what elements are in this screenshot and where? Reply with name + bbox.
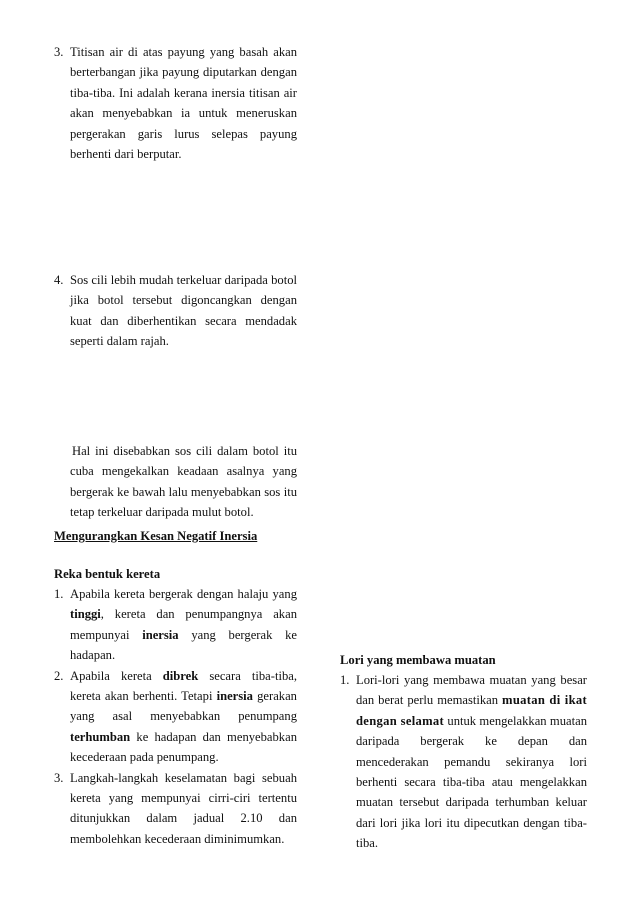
list-item-3: [54, 42, 297, 164]
item-number: 1.: [54, 587, 64, 601]
item-number: 3.: [54, 770, 64, 785]
item-number: 3.: [54, 45, 64, 59]
item-number: 2.: [54, 668, 64, 683]
subheading-lorry: Lori yang membawa muatan: [340, 653, 496, 667]
list-item-4: [54, 270, 297, 352]
section-heading: Mengurangkan Kesan Negatif Inersia: [54, 529, 258, 543]
item-text: Apabila kereta dibrek secara tiba-tiba, kereta akan berhenti. Tetapi inersia gerakan yang asal menyebabkan penumpang terhumban ke hadapan dan menyebabkan kecederaan pada penumpang.: [70, 668, 297, 765]
explanation-text: Hal ini disebabkan sos cili dalam botol itu cuba mengekalkan keadaan asalnya yang bergerak ke bawah lalu menyebabkan sos itu tetap terkeluar daripada mulut botol.: [70, 444, 297, 520]
item-text: Sos cili lebih mudah terkeluar daripada botol jika botol tersebut digoncangkan dengan kuat dan diberhentikan secara mendadak seperti dalam rajah.: [70, 273, 297, 349]
explanation-paragraph: [70, 441, 297, 523]
subheading-car-design: Reka bentuk kereta: [54, 567, 161, 581]
item-text: Lori-lori yang membawa muatan yang besar dan berat perlu memastikan muatan di ikat dengan selamat untuk mengelakkan muatan daripada bergerak ke depan dan mencederakan pemandu sekiranya lori berhenti secara tiba-tiba atau mengelakkan muatan tersebut daripada terhumban keluar dari lori jika lori itu dipecutkan dengan tiba-tiba.: [356, 673, 588, 851]
item-number: 1.: [340, 673, 350, 687]
list-item: [54, 768, 297, 850]
item-text: Titisan air di atas payung yang basah akan berterbangan jika payung diputarkan dengan tiba-tiba. Ini adalah kerana inersia titisan air akan menyebabkan ia untuk meneruskan pergerakan garis lurus selepas payung berhenti dari berputar.: [70, 45, 297, 162]
car-design-list: [54, 584, 297, 849]
item-text: Apabila kereta bergerak dengan halaju yang tinggi, kereta dan penumpangnya akan mempunyai inersia yang bergerak ke hadapan.: [70, 587, 297, 663]
list-item: [54, 666, 297, 768]
list-item: [54, 584, 297, 666]
list-item: [340, 670, 587, 854]
item-number: 4.: [54, 273, 64, 287]
lorry-list: [340, 670, 587, 854]
item-text: Langkah-langkah keselamatan bagi sebuah kereta yang mempunyai cirri-ciri tertentu ditunjukkan dalam jadual 2.10 dan membolehkan kecederaan diminimumkan.: [70, 770, 297, 846]
